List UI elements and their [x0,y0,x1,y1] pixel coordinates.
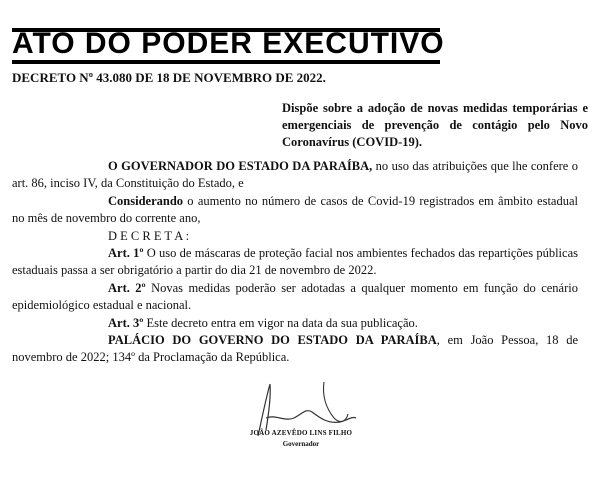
palace-paragraph [12,332,578,367]
preamble-text: no uso das atribuições que lhe confere o art. 86, inciso IV, da Constituição do Estado, e [12,159,578,191]
article-2 [12,280,578,315]
article-1-text: O uso de máscaras de proteção facial nos ambientes fechados das repartições públicas estaduais passa a ser obrigatório a partir do dia 21 de novembro de 2022. [12,246,578,278]
considerando-text: o aumento no número de casos de Covid-19 registrados em âmbito estadual no mês de novembro do corrente ano, [12,193,578,226]
signer-name: JOÃO AZEVÊDO LINS FILHO [249,429,353,437]
preamble-paragraph [12,158,578,193]
decree-summary: Dispõe sobre a adoção de novas medidas temporárias e emergenciais de prevenção de contágio pelo Novo Coronavírus (COVID-19). [282,101,588,149]
palace-label: PALÁCIO DO GOVERNO DO ESTADO DA PARAÍBA [108,333,437,348]
article-3 [12,315,578,332]
decreta-heading: D E C R E T A : [108,228,190,243]
page-title: ATO DO PODER EXECUTIVO [12,27,445,60]
article-2-text: Novas medidas poderão ser adotadas a qualquer momento em função do cenário epidemiológico estadual e nacional. [12,280,578,313]
considerando-paragraph [12,193,578,228]
palace-text: , em João Pessoa, 18 de novembro de 2022; 134º da Proclamação da República. [12,333,578,365]
decree-number: DECRETO Nº 43.080 DE 18 DE NOVEMBRO DE 2022. [12,70,326,85]
considerando-label: Considerando [108,193,184,208]
article-1 [12,245,578,280]
article-3-text: Este decreto entra em vigor na data da sua publicação. [143,315,418,330]
article-2-label: Art. 2º [108,280,146,295]
decree-body [12,158,578,367]
article-3-label: Art. 3º [108,315,144,330]
governor-heading: O GOVERNADOR DO ESTADO DA PARAÍBA, [108,159,373,173]
signer-role: Governador [282,440,320,448]
article-1-label: Art. 1º [108,246,144,261]
